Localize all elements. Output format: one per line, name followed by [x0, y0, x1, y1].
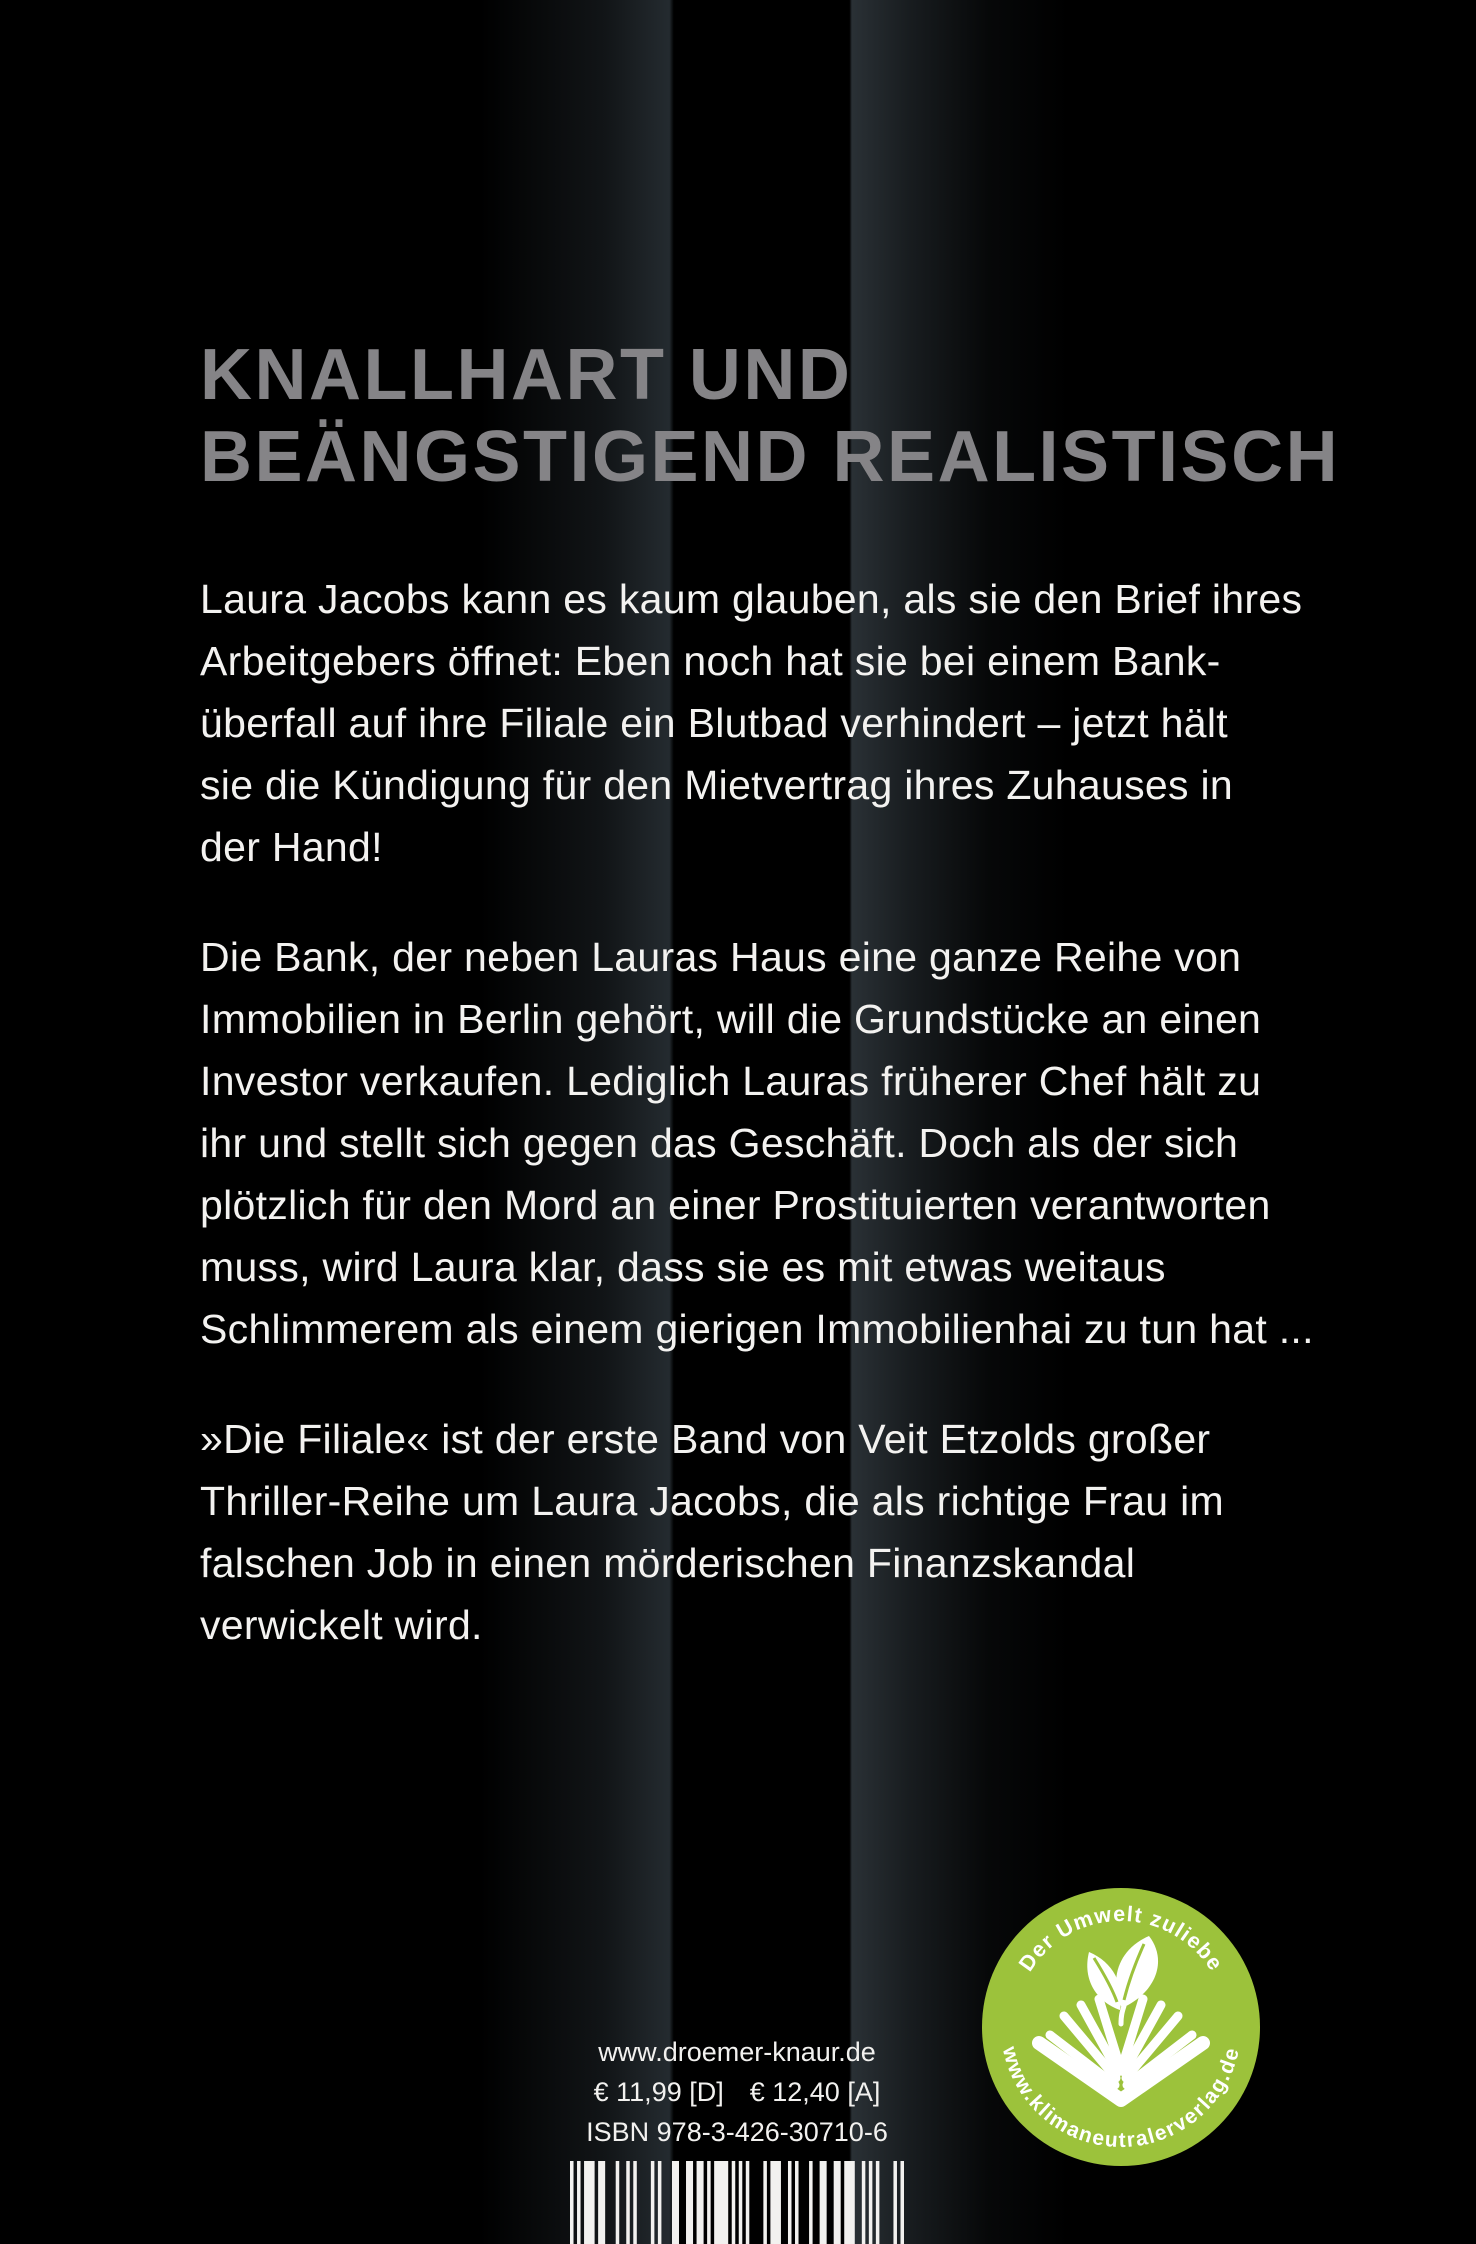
- price-line: [437, 2072, 1037, 2112]
- blurb-line: falschen Job in einen mörderischen Finanzskandal: [200, 1540, 1136, 1586]
- blurb-line: »Die Filiale« ist der erste Band von Veit Etzolds großer: [200, 1416, 1211, 1462]
- blurb-line: ihr und stellt sich gegen das Geschäft. Doch als der sich: [200, 1120, 1239, 1166]
- barcode-bar: [876, 2161, 880, 2244]
- badge-bottom-arc-text: www.klimaneutralerverlag.de: [997, 2044, 1245, 2153]
- headline: [200, 334, 1340, 498]
- price-germany: € 11,99 [D]: [593, 2077, 724, 2107]
- blurb-line: der Hand!: [200, 824, 383, 870]
- blurb-line: Die Bank, der neben Lauras Haus eine ganze Reihe von: [200, 934, 1242, 980]
- barcode-bar: [686, 2161, 693, 2244]
- barcode-bar: [869, 2161, 873, 2244]
- price-austria: € 12,40 [A]: [749, 2077, 881, 2107]
- isbn-number: ISBN 978-3-426-30710-6: [586, 2117, 888, 2147]
- blurb-line: sie die Kündigung für den Mietvertrag ihres Zuhauses in: [200, 762, 1233, 808]
- barcode-bar: [616, 2161, 620, 2244]
- barcode-bar: [697, 2161, 704, 2244]
- publisher-website: www.droemer-knaur.de: [598, 2037, 876, 2067]
- barcode-bar: [707, 2161, 711, 2244]
- barcode-bar: [732, 2161, 736, 2244]
- barcode-bar: [809, 2161, 813, 2244]
- barcode-bar: [788, 2161, 792, 2244]
- blurb-line: Thriller-Reihe um Laura Jacobs, die als richtige Frau im: [200, 1478, 1224, 1524]
- barcode-bar: [651, 2161, 655, 2244]
- ean-barcode: [570, 2161, 904, 2244]
- barcode-bar: [844, 2161, 855, 2244]
- blurb-line: verwickelt wird.: [200, 1602, 483, 1648]
- blurb-line: muss, wird Laura klar, dass sie es mit etwas weitaus: [200, 1244, 1166, 1290]
- barcode-bar: [714, 2161, 728, 2244]
- badge-top-arc-text: Der Umwelt zuliebe: [1014, 1901, 1228, 1976]
- barcode-bar: [626, 2161, 630, 2244]
- barcode-bar: [739, 2161, 743, 2244]
- blurb-line: Schlimmerem als einem gierigen Immobilienhai zu tun hat ...: [200, 1306, 1314, 1352]
- barcode-bar: [584, 2161, 595, 2244]
- blurb-line: Investor verkaufen. Lediglich Lauras früherer Chef hält zu: [200, 1058, 1262, 1104]
- badge-circle: [982, 1888, 1260, 2166]
- blurb-line: plötzlich für den Mord an einer Prostituierten verantworten: [200, 1182, 1271, 1228]
- barcode-bar: [658, 2161, 662, 2244]
- barcode-bar: [672, 2161, 679, 2244]
- barcode-bar: [893, 2161, 897, 2244]
- barcode-bar: [633, 2161, 637, 2244]
- barcode-bar: [763, 2161, 767, 2244]
- barcode-bar: [862, 2161, 866, 2244]
- blurb-line: Immobilien in Berlin gehört, will die Grundstücke an einen: [200, 996, 1262, 1042]
- barcode-bar: [746, 2161, 750, 2244]
- headline-line: BEÄNGSTIGEND REALISTISCH: [200, 417, 1341, 497]
- blurb-line: überfall auf ihre Filiale ein Blutbad verhindert – jetzt hält: [200, 700, 1228, 746]
- blurb-paragraph-1: [200, 568, 1302, 878]
- barcode-bar: [577, 2161, 581, 2244]
- blurb-paragraph-3: [200, 1408, 1224, 1656]
- headline-line: KNALLHART UND: [200, 335, 853, 415]
- barcode-bar: [795, 2161, 799, 2244]
- barcode-bar: [820, 2161, 827, 2244]
- climate-badge: [982, 1888, 1260, 2166]
- barcode-bar: [770, 2161, 781, 2244]
- barcode-bar: [900, 2161, 904, 2244]
- barcode-bar: [598, 2161, 605, 2244]
- blurb-paragraph-2: [200, 926, 1314, 1360]
- blurb-line: Laura Jacobs kann es kaum glauben, als sie den Brief ihres: [200, 576, 1303, 622]
- barcode-bar: [570, 2161, 574, 2244]
- blurb-line: Arbeitgebers öffnet: Eben noch hat sie bei einem Bank-: [200, 638, 1221, 684]
- imprint-block: [437, 2032, 1037, 2152]
- barcode-bar: [834, 2161, 841, 2244]
